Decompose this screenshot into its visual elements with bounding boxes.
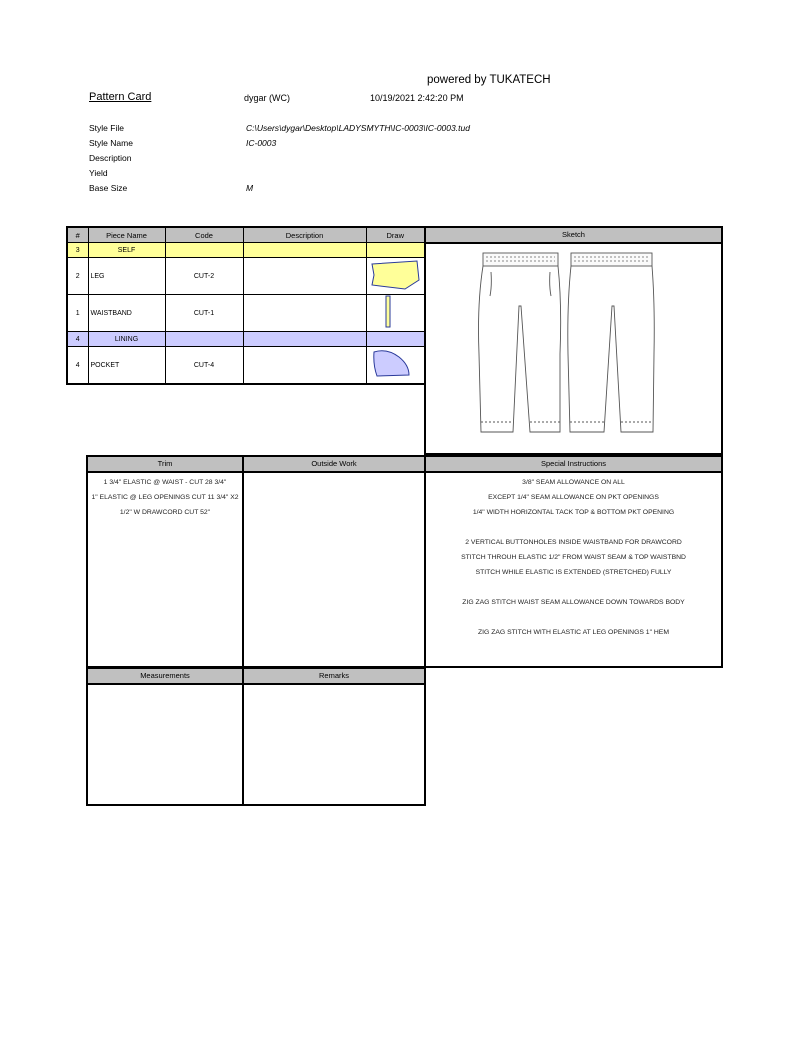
table-row[interactable] [67, 347, 425, 385]
instruction-line: ZIG ZAG STITCH WITH ELASTIC AT LEG OPENINGS 1" HEM [478, 629, 669, 636]
datetime-label: 10/19/2021 2:42:20 PM [370, 93, 464, 103]
trim-header: Trim [88, 457, 242, 473]
trim-line: 1 3/4" ELASTIC @ WAIST - CUT 28 3/4" [103, 479, 227, 486]
piece-code: CUT-2 [165, 258, 243, 295]
piece-description [243, 295, 366, 332]
instruction-line: STITCH WHILE ELASTIC IS EXTENDED (STRETCHED) FULLY [475, 569, 672, 576]
group-num: 4 [67, 332, 88, 347]
instruction-line: EXCEPT 1/4" SEAM ALLOWANCE ON PKT OPENINGS [488, 494, 659, 501]
special-instructions-list [426, 473, 721, 640]
piece-num: 4 [67, 347, 88, 385]
piece-name: WAISTBAND [88, 295, 165, 332]
sketch-header: Sketch [426, 228, 721, 244]
page-title: Pattern Card [89, 91, 152, 103]
group-num: 3 [67, 243, 88, 258]
style-file-label: Style File [89, 123, 124, 133]
measurements-panel [86, 667, 244, 806]
remarks-header: Remarks [244, 669, 424, 685]
col-header-description: Description [243, 227, 366, 243]
base-size-label: Base Size [89, 183, 128, 193]
trim-list [88, 473, 242, 520]
pocket-piece-shape [367, 347, 426, 381]
group-row-lining[interactable] [67, 332, 425, 347]
instruction-line [426, 520, 721, 535]
col-header-draw: Draw [366, 227, 425, 243]
special-instructions-header: Special Instructions [426, 457, 721, 473]
col-header-piece-name: Piece Name [88, 227, 165, 243]
instruction-line: STITCH THROUH ELASTIC 1/2" FROM WAIST SEAM & TOP WAISTBND [461, 554, 686, 561]
group-name: SELF [88, 243, 165, 258]
pieces-table [66, 226, 426, 385]
col-header-num: # [67, 227, 88, 243]
piece-num: 1 [67, 295, 88, 332]
table-row[interactable] [67, 258, 425, 295]
waistband-piece-shape [367, 295, 426, 329]
piece-description [243, 258, 366, 295]
special-instructions-panel [424, 455, 723, 668]
outside-work-panel [242, 455, 426, 668]
instruction-line [426, 610, 721, 625]
yield-label: Yield [89, 168, 108, 178]
powered-by-label: powered by TUKATECH [427, 74, 551, 86]
table-row[interactable] [67, 295, 425, 332]
group-name: LINING [88, 332, 165, 347]
piece-name: LEG [88, 258, 165, 295]
instruction-line: 1/4" WIDTH HORIZONTAL TACK TOP & BOTTOM PKT OPENING [472, 509, 675, 516]
instruction-line [426, 580, 721, 595]
piece-code: CUT-1 [165, 295, 243, 332]
instruction-line: ZIG ZAG STITCH WAIST SEAM ALLOWANCE DOWN TOWARDS BODY [462, 599, 685, 606]
piece-code: CUT-4 [165, 347, 243, 385]
instruction-line: 2 VERTICAL BUTTONHOLES INSIDE WAISTBAND FOR DRAWCORD [465, 539, 682, 546]
instruction-line: 3/8" SEAM ALLOWANCE ON ALL [522, 479, 625, 486]
group-row-self[interactable] [67, 243, 425, 258]
trim-panel [86, 455, 244, 668]
trim-line: 1/2" W DRAWCORD CUT 52" [119, 509, 211, 516]
pieces-header-row [67, 227, 425, 243]
trim-line: 1" ELASTIC @ LEG OPENINGS CUT 11 3/4" X2 [91, 494, 239, 501]
outside-work-header: Outside Work [244, 457, 424, 473]
user-label: dygar (WC) [244, 93, 291, 103]
piece-description [243, 347, 366, 385]
col-header-code: Code [165, 227, 243, 243]
pants-sketch [426, 244, 721, 455]
style-file-value: C:\Users\dygar\Desktop\LADYSMYTH\IC-0003\IC-0003.tud [246, 123, 470, 133]
measurements-header: Measurements [88, 669, 242, 685]
leg-piece-shape [367, 258, 426, 292]
style-name-value: IC-0003 [246, 138, 277, 148]
piece-draw [366, 347, 425, 385]
piece-draw [366, 295, 425, 332]
piece-name: POCKET [88, 347, 165, 385]
description-label: Description [89, 153, 132, 163]
piece-draw [366, 258, 425, 295]
base-size-value: M [246, 183, 254, 193]
style-name-label: Style Name [89, 138, 133, 148]
sketch-panel [424, 226, 723, 455]
piece-num: 2 [67, 258, 88, 295]
remarks-panel [242, 667, 426, 806]
